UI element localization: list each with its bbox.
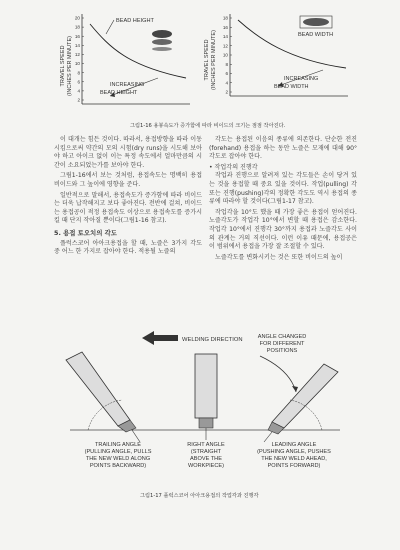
left-paragraph-3: 일반적으로 말해서, 용접속도가 증가함에 따라 비이드는 더욱 납작해지고 보다 좋아진다. 전반에 걸쳐, 비이드는 용접공이 적정 용접속도 이상으로 용접속도를 증가시킬 때 단지 작아질 뿐이다(그림1-16 참고).: [54, 191, 202, 225]
right-paragraph-4: 노즐각도를 변화시키는 것은 또한 비이드의 높이: [215, 253, 343, 261]
welding-direction-label: WELDING DIRECTION: [182, 337, 243, 343]
y-tick-label: 2: [225, 89, 228, 95]
welding-direction-arrow-icon: [142, 331, 178, 345]
y-tick-label: 4: [225, 80, 228, 86]
angle-changed-line2: FOR DIFFERENT: [259, 341, 305, 347]
figure-travel-speed: [58, 8, 358, 120]
y-tick-label: 10: [222, 52, 228, 58]
left-y-ticks: [75, 16, 84, 103]
right-curve: [238, 20, 346, 68]
leading-line1: LEADING ANGLE: [271, 442, 317, 448]
angle-changed-line1: ANGLE CHANGED: [257, 334, 307, 340]
leading-line4: POINTS FORWARD): [267, 463, 321, 469]
leading-line3: THE NEW WELD AHEAD,: [261, 456, 327, 462]
trailing-line3: THE NEW WELD ALONG: [85, 456, 151, 462]
bead-width-icon: [300, 16, 332, 28]
figure-torch-angles: [60, 330, 350, 485]
left-text-column: [54, 136, 202, 259]
angle-change-arc: [260, 356, 296, 392]
right-arrow-label-1: INCREASING: [284, 76, 319, 82]
right-subheading: • 작업각의 진행각: [209, 163, 258, 171]
right-chart: [204, 14, 348, 96]
y-tick-label: 14: [222, 34, 228, 40]
y-tick-label: 8: [225, 61, 228, 67]
y-tick-label: 6: [225, 71, 228, 77]
right-arrow-label-2: BEAD WIDTH: [274, 84, 309, 90]
y-tick-label: 18: [74, 24, 80, 30]
y-tick-label: 16: [74, 33, 80, 39]
trailing-torch-icon: [66, 352, 140, 442]
trailing-line1: TRAILING ANGLE: [94, 442, 142, 448]
right-y-ticks: [223, 16, 232, 95]
left-paragraph-4: 플럭스코어 아아크용접을 할 때, 노즐은 3가지 각도 중 어느 한 가지로 잡아야 한다. 적용될 노즐의: [54, 239, 202, 256]
trailing-line2: (PULLING ANGLE, PULLS: [84, 449, 152, 455]
y-tick-label: 8: [77, 70, 80, 76]
left-curve: [90, 24, 186, 78]
y-tick-label: 16: [222, 24, 228, 30]
y-tick-label: 20: [74, 15, 80, 21]
y-tick-label: 2: [77, 97, 80, 103]
y-tick-label: 12: [222, 43, 228, 49]
figure-bottom-caption: 그림1-17 플럭스코어 아아크용접의 작업각과 진행각: [140, 493, 259, 499]
left-ylabel-line2: (INCHES PER MINUTE): [67, 36, 73, 96]
right-angle-line1: RIGHT ANGLE: [187, 442, 225, 448]
right-text-column: [209, 136, 357, 264]
left-paragraph-1: 이 대개는 힘든 것이다. 따라서, 용접방향을 따라 이동시킴으로써 약간의 모의 시험(dry runs)을 시도해 보아야 하고 아이크 없이 이는 특정 속도에서 얼마만큼의 시간이 소요되었는가를 보아야 한다.: [54, 136, 202, 169]
right-callout: BEAD WIDTH: [298, 32, 334, 38]
right-ylabel-line1: TRAVEL SPEED: [204, 39, 210, 81]
right-angle-line4: WORKPIECE): [187, 463, 225, 469]
left-paragraph-2: 그림1-16에서 보는 것처럼, 용접속도는 명백히 용접비이드와 그 높이에 영향을 준다.: [54, 172, 202, 188]
right-ylabel-line2: (INCHES PER MINUTE): [211, 30, 217, 90]
right-angle-line3: ABOVE THE: [190, 456, 222, 462]
y-tick-label: 6: [77, 79, 80, 85]
section-heading: 5. 용접 토오치의 각도: [54, 228, 117, 237]
leading-line2: (PUSHING ANGLE, PUSHES: [257, 449, 331, 455]
y-tick-label: 4: [77, 88, 80, 94]
y-tick-label: 12: [74, 52, 80, 58]
bead-height-icon: [152, 30, 172, 51]
y-tick-label: 14: [74, 42, 80, 48]
trailing-line4: POINTS BACKWARD): [89, 463, 147, 469]
left-chart: [60, 14, 190, 104]
right-angle-line2: (STRAIGHT: [190, 449, 222, 455]
figure-top-caption: 그림1-16 용봉속도가 증가함에 따라 비이드의 크기는 점점 작아진다.: [130, 123, 286, 129]
left-arrow-label-2: BEAD HEIGHT: [100, 90, 138, 96]
left-ylabel-line1: TRAVEL SPEED: [60, 45, 66, 87]
right-paragraph-1: 각도는 용접된 이음의 종류에 의존한다. 단순한 전진(forehand) 용접을 하는 동안 노즐은 모재에 대해 90° 각도로 잡아야 한다.: [209, 136, 357, 161]
y-tick-label: 18: [222, 15, 228, 21]
y-tick-label: 10: [74, 61, 80, 67]
left-arrow-label-1: INCREASING: [110, 82, 145, 88]
torch-angle-diagram: [60, 330, 350, 485]
right-angle-torch-icon: [195, 354, 217, 440]
right-paragraph-3: 작업각을 10°도 했을 때 가장 좋은 용접이 얻어진다. 노즐각도가 작업각 10°에서 변할 때 용접은 감소한다. 작업각 10°에서 진행각 30°까지 용접과 노즐각도 사이의 관계는 거의 직선이다. 이런 이유 때문에, 용접공은 이 범위에서 용접을 가장 잘 조절할 수 있다.: [209, 208, 357, 251]
angle-changed-line3: POSITIONS: [266, 348, 298, 354]
left-callout: BEAD HEIGHT: [116, 18, 154, 24]
right-paragraph-2: 작업과 진행으로 알려져 있는 각도들은 손이 당겨 있는 것을 용접할 때 중요 있을 것이다. 작업(pulling) 각 또는 진행(pushing)각의 정확한 각도도 역시 용접의 종류에 따라야 할 것이다(그림1-17 참고).: [209, 172, 357, 206]
travel-speed-charts: [58, 8, 358, 120]
